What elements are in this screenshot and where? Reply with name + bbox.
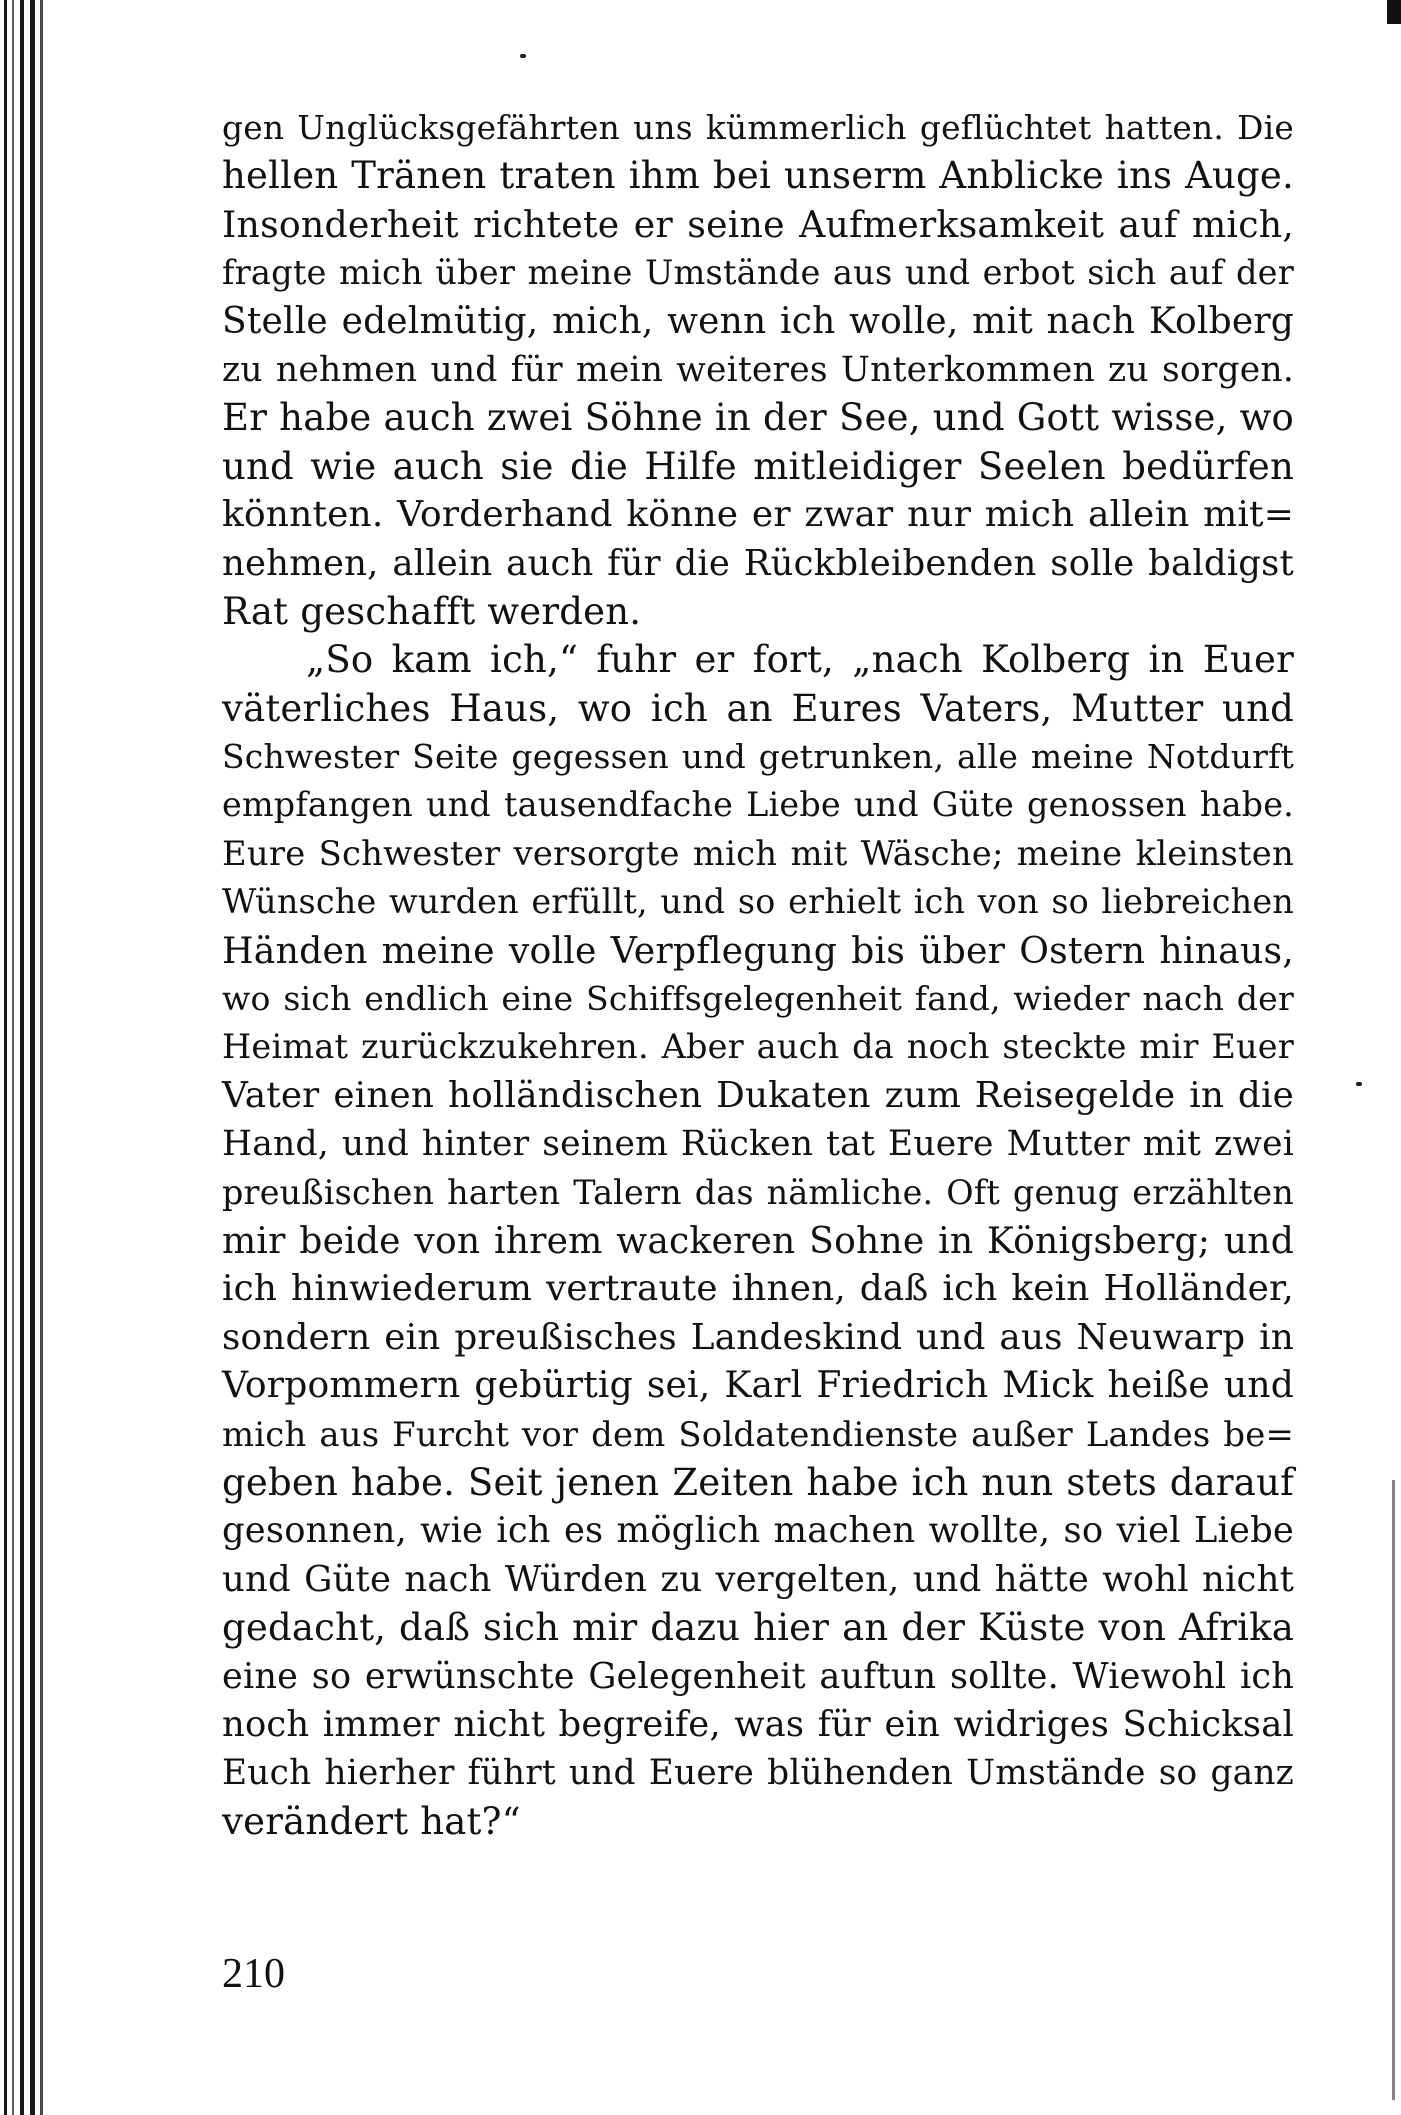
text-line: Stelle edelmütig, mich, wenn ich wolle, mit nach Kolberg (222, 300, 1294, 342)
book-binding-edge (0, 0, 52, 2115)
binding-line (20, 0, 24, 2115)
speck (1356, 1082, 1362, 1086)
binding-line (40, 0, 43, 2115)
text-line: gen Unglücksgefährten uns kümmerlich geflüchtet hatten. Die (222, 109, 1294, 147)
text-line: empfangen und tausendfache Liebe und Güte genossen habe. (222, 785, 1294, 825)
text-line: Schwester Seite gegessen und getrunken, alle meine Notdurft (222, 737, 1294, 777)
text-line: gesonnen, wie ich es möglich machen wollte, so viel Liebe (222, 1510, 1294, 1552)
text-line: noch immer nicht begreife, was für ein widriges Schicksal (222, 1703, 1294, 1745)
text-line: ich hinwiederum vertraute ihnen, daß ich kein Holländer, (222, 1268, 1294, 1310)
text-line: nehmen, allein auch für die Rückbleibenden solle baldigst (222, 542, 1294, 584)
text-line: sondern ein preußisches Landeskind und aus Neuwarp in (222, 1316, 1294, 1358)
text-line: Vorpommern gebürtig sei, Karl Friedrich Mick heiße und (222, 1365, 1294, 1407)
text-line-indented: „So kam ich,“ fuhr er fort, „nach Kolberg in Euer (306, 638, 1294, 682)
body-text (222, 104, 1294, 1846)
text-line: Vater einen holländischen Dukaten zum Reisegelde in die (222, 1074, 1294, 1116)
binding-line (30, 0, 35, 2115)
text-line: geben habe. Seit jenen Zeiten habe ich nun stets darauf (222, 1460, 1294, 1504)
text-line: gedacht, daß sich mir dazu hier an der Küste von Afrika (222, 1606, 1294, 1650)
text-line: Eure Schwester versorgte mich mit Wäsche; meine kleinsten (222, 833, 1294, 873)
speck (520, 54, 526, 58)
text-line: Er habe auch zwei Söhne in der See, und Gott wisse, wo (222, 396, 1294, 440)
text-line: verändert hat?“ (222, 1799, 521, 1843)
text-line: mich aus Furcht vor dem Soldatendienste außer Landes be= (222, 1414, 1294, 1454)
text-line: preußischen harten Talern das nämliche. Oft genug erzählten (222, 1172, 1294, 1212)
text-line: Insonderheit richtete er seine Aufmerksamkeit auf mich, (222, 202, 1294, 246)
text-line: Rat geschafft werden. (222, 589, 642, 633)
text-line: wo sich endlich eine Schiffsgelegenheit fand, wieder nach der (222, 979, 1294, 1019)
text-line: Hand, und hinter seinem Rücken tat Euere Mutter mit zwei (222, 1124, 1294, 1165)
text-line: und Güte nach Würden zu vergelten, und hätte wohl nicht (222, 1558, 1294, 1600)
text-line: zu nehmen und für mein weiteres Unterkommen zu sorgen. (222, 349, 1294, 390)
text-line: fragte mich über meine Umstände aus und erbot sich auf der (222, 253, 1294, 293)
text-line: mir beide von ihrem wackeren Sohne in Königsberg; und (222, 1219, 1294, 1262)
text-line: und wie auch sie die Hilfe mitleidiger Seelen bedürfen (222, 444, 1294, 488)
text-line: eine so erwünschte Gelegenheit auftun sollte. Wiewohl ich (222, 1655, 1294, 1697)
text-line: Wünsche wurden erfüllt, und so erhielt ich von so liebreichen (222, 882, 1294, 922)
binding-line (12, 0, 14, 2115)
binding-line (4, 0, 7, 2115)
page-number: 210 (222, 1951, 285, 1997)
page-corner-mark (1387, 0, 1401, 24)
text-line: Euch hierher führt und Euere blühenden Umstände so ganz (222, 1753, 1294, 1794)
text-line: Händen meine volle Verpflegung bis über Ostern hinaus, (222, 928, 1294, 972)
text-line: Heimat zurückzukehren. Aber auch da noch steckte mir Euer (222, 1027, 1294, 1067)
text-line: hellen Tränen traten ihm bei unserm Anblicke ins Auge. (222, 154, 1294, 198)
text-line: väterliches Haus, wo ich an Eures Vaters, Mutter und (222, 686, 1294, 730)
text-line: könnten. Vorderhand könne er zwar nur mich allein mit= (222, 494, 1294, 536)
page-right-edge (1392, 1480, 1395, 2100)
